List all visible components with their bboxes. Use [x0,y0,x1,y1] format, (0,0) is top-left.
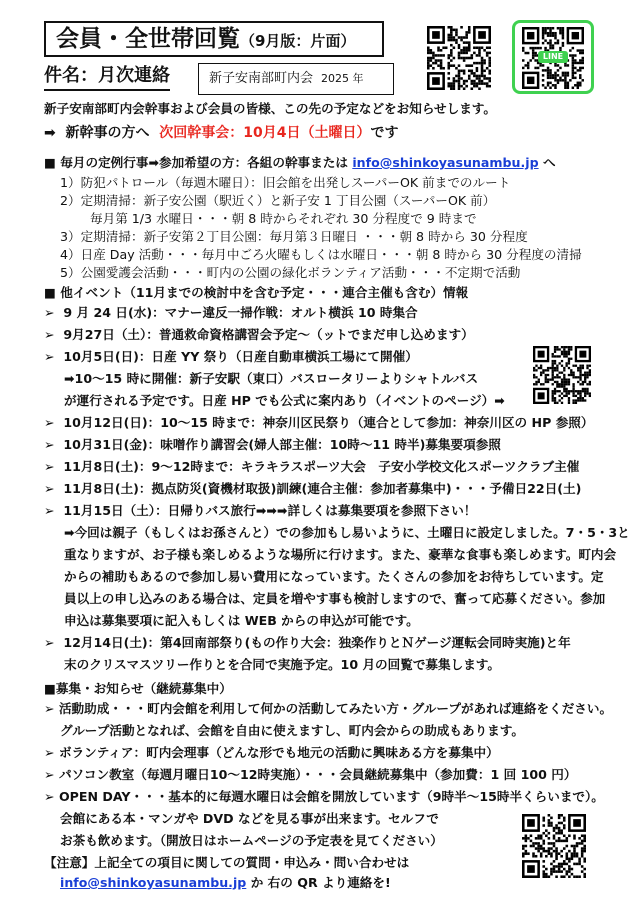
event-item: ➢ 10月5日(日)：日産 YY 祭り（日産自動車横浜工場にて開催） [44,349,418,364]
triangle-bullet-icon: ➢ [44,503,55,518]
triangle-bullet-icon: ➢ [44,767,55,782]
org-name: 新子安南部町内会 [209,71,314,86]
triangle-bullet-icon: ➢ [44,459,55,474]
events-heading: ■ 他イベント（11月までの検討中を含む予定・・・連合主催も含む）情報 [44,285,469,300]
square-bullet-icon: ■ [44,155,56,170]
qr-code-top-icon[interactable] [427,26,491,90]
triangle-bullet-icon: ➢ [44,327,55,342]
recruit-item: ➢ ボランティア：町内会理事（どんな形でも地元の活動に興味ある方を募集中） [44,745,499,760]
note-line: 【注意】上記全ての項目に関しての質問・申込み・問い合わせは [44,855,410,870]
regular-item: 3）定期清掃：新子安第２丁目公園：毎月第３日曜日 ・・・朝 8 時から 30 分程度 [60,229,528,244]
event-item: ➢ 9月27日（土）：普通救命資格講習会予定～（ットでまだ申し込めます） [44,327,474,342]
square-bullet-icon: ■ [44,285,56,300]
year-label: 2025 年 [321,72,364,85]
new-officer-line [44,124,398,142]
regular-item: 5）公園愛護会活動・・・町内の公園の緑化ボランティア活動・・・不定期で活動 [60,265,521,280]
event-detail: が運行される予定です。日産 HP でも公式に案内あり（イベントのページ）➡ [64,393,505,408]
edition-label: （9月版：片面） [240,32,356,50]
qr-code-contact-icon[interactable] [522,814,586,878]
subject-label: 件名：月次連絡 [44,63,170,91]
org-box [198,63,394,95]
line-logo: LINE [538,51,568,63]
triangle-bullet-icon: ➢ [44,635,55,650]
recruit-detail: 会館にある本・マンガや DVD などを見る事が出来ます。セルフで [60,811,439,826]
event-item: ➢ 11月15日（土）：日帰りバス旅行➡➡➡詳しくは募集要項を参照下さい！ [44,503,477,518]
recruit-item: ➢ 活動助成・・・町内会館を利用して何かの活動してみたい方・グループがあれば連絡をください。 [44,701,613,716]
triangle-bullet-icon: ➢ [44,789,55,804]
email-link[interactable]: info@shinkoyasunambu.jp [352,155,539,170]
regular-events-heading: ■ 毎月の定例行事➡参加希望の方：各組の幹事または info@shinkoyasunambu.jp へ [44,155,556,170]
event-item: ➢ 10月31日(金)：味噌作り講習会(婦人部主催：10時～11 時半)募集要項参照 [44,437,501,452]
next-meeting-date: 次回幹事会：10月4日（土曜日） [159,125,371,141]
regular-item: 1）防犯パトロール（毎週木曜日）：旧会館を出発しスーパーOK 前までのルート [60,175,511,190]
event-detail: からの補助もあるので参加し易い費用になっています。たくさんの参加をお待ちしています。定 [64,569,604,584]
regular-item: 4）日産 Day 活動・・・毎月中ごろ火曜もしくは水曜日・・・朝 8 時から 30 分程度の清掃 [60,247,582,262]
regular-item: 毎月第 1/3 水曜日・・・朝 8 時からそれぞれ 30 分程度で 9 時まで [90,211,477,226]
recruit-heading: ■募集・お知らせ（継続募集中） [44,681,232,696]
qr-code-event-icon[interactable] [533,346,591,404]
recruit-detail: グループ活動となれば、会館を自由に使えますし、町内会からの助成もあります。 [60,723,524,738]
regular-item: 2）定期清掃：新子安公園（駅近く）と新子安 1 丁目公園（スーパーOK 前） [60,193,496,208]
recruit-detail: お茶も飲めます。（開放日はホームページの予定表を見てください） [60,833,443,848]
recruit-item: ➢ パソコン教室（毎週月曜日10～12時実施）・・・会員継続募集中（参加費：1 回 100 円） [44,767,577,782]
triangle-bullet-icon: ➢ [44,349,55,364]
triangle-bullet-icon: ➢ [44,305,55,320]
arrow-icon: ➡ [44,125,56,141]
new-officer-lead: 新幹事の方へ [65,125,150,141]
triangle-bullet-icon: ➢ [44,701,55,716]
intro-text: 新子安南部町内会幹事および会員の皆様、この先の予定などをお知らせします。 [44,101,496,116]
event-detail: 員以上の申し込みのある場合は、定員を増やす事も検討しますので、奮って応募ください。参加 [64,591,606,606]
email-link[interactable]: info@shinkoyasunambu.jp [60,875,247,890]
line-qr-frame[interactable] [512,20,594,94]
recruit-item: ➢ OPEN DAY・・・基本的に毎週水曜日は会館を開放しています（9時半～15時半くらいまで）。 [44,789,604,804]
triangle-bullet-icon: ➢ [44,415,55,430]
event-detail: 申込は募集要項に記入もしくは WEB からの申込が可能です。 [64,613,419,628]
event-item: ➢ 9 月 24 日(水)：マナー違反一掃作戦：オルト横浜 10 時集合 [44,305,418,320]
note-contact-line: info@shinkoyasunambu.jp か 右の QR より連絡を! [60,875,391,890]
event-item: ➢ 11月8日(土)：拠点防災(資機材取扱)訓練(連合主催：参加者募集中)・・・予備日22日(土) [44,481,582,496]
page-title: 会員・全世帯回覧 [56,26,240,52]
event-item: ➢ 12月14日(土)：第4回南部祭り(もの作り大会：独楽作りとＮゲージ運転会同時実施)と年 [44,635,571,650]
event-detail: ➡今回は親子（もしくはお孫さんと）での参加もし易いように、土曜日に設定しました。7・5・3と [64,525,630,540]
event-item: ➢ 10月12日(日)：10～15 時まで：神奈川区民祭り（連合として参加：神奈川区の HP 参照） [44,415,594,430]
event-detail: 重なりますが、お子様も楽しめるような場所に行けます。また、豪華な食事も楽しめます。町内会 [64,547,617,562]
triangle-bullet-icon: ➢ [44,481,55,496]
new-officer-tail: です [370,125,399,141]
title-box [44,21,384,57]
triangle-bullet-icon: ➢ [44,437,55,452]
triangle-bullet-icon: ➢ [44,745,55,760]
event-detail: ➡10～15 時に開催：新子安駅（東口）バスロータリーよりシャトルバス [64,371,479,386]
event-detail: 末のクリスマスツリー作りとを合同で実施予定。10 月の回覧で募集します。 [64,657,500,672]
event-item: ➢ 11月8日(土)：9～12時まで：キラキラスポーツ大会 子安小学校文化スポーツクラブ主催 [44,459,580,474]
